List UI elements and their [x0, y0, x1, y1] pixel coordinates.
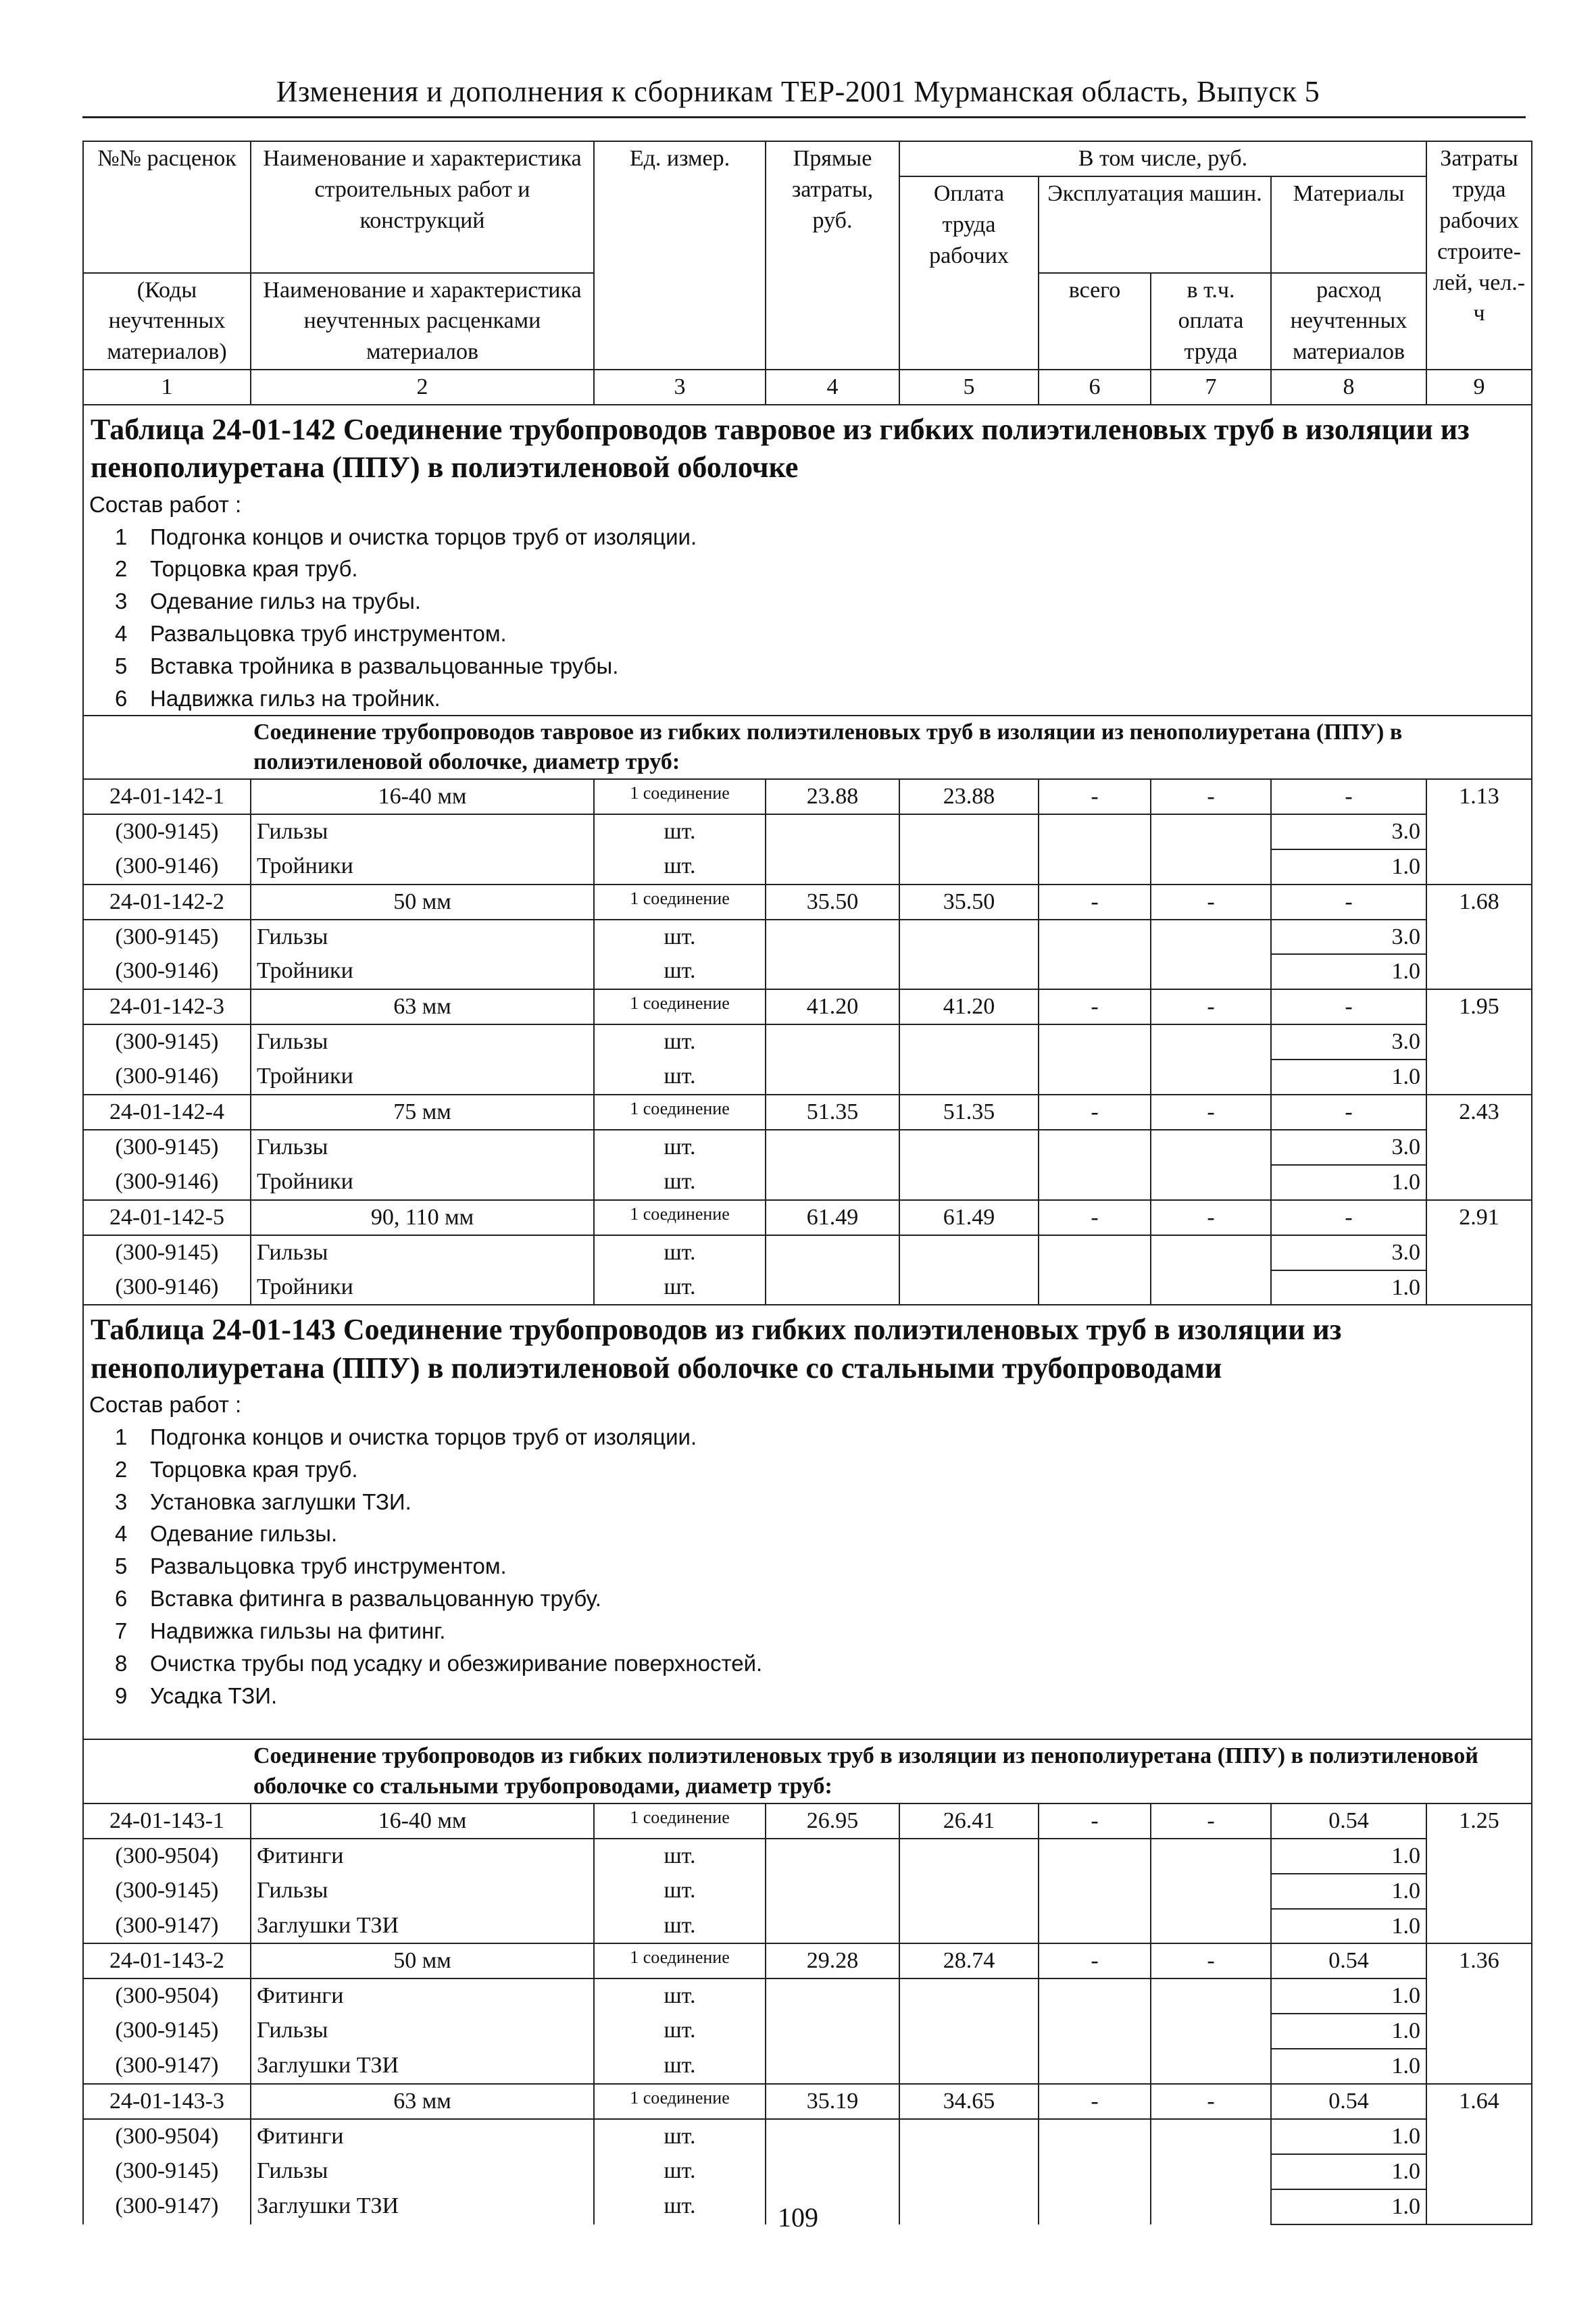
work-item: 6 Надвижка гильз на тройник.: [115, 685, 441, 711]
material-row: [83, 1909, 1532, 1944]
machine-cost: -: [1039, 1095, 1151, 1130]
material-name: Заглушки ТЗИ: [251, 1909, 594, 1944]
work-item: 8 Очистка трубы под усадку и обезжиривание поверхностей.: [115, 1650, 763, 1676]
rate-name: 50 мм: [251, 885, 594, 920]
col-header-mach: Эксплуатация машин.: [1039, 176, 1271, 273]
column-numbers-row: 1 2 3 4 5 6 7 8 9: [83, 370, 1532, 405]
material-code: (300-9145): [83, 1235, 251, 1270]
col-header-total: всего: [1039, 273, 1151, 370]
work-item: 1 Подгонка концов и очистка торцов труб от изоляции.: [115, 524, 697, 549]
machine-labor-pay: -: [1151, 1200, 1271, 1235]
material-unit: шт.: [594, 814, 766, 849]
table-142-subtitle: Соединение трубопроводов тавровое из гибких полиэтиленовых труб в изоляции из пенополиуретана (ППУ) в полиэтиленовой оболочке, диаметр труб:: [251, 716, 1532, 779]
material-row: [83, 1839, 1532, 1874]
material-name: Гильзы: [251, 2154, 594, 2189]
material-row: [83, 849, 1532, 885]
material-name: Тройники: [251, 849, 594, 885]
table-row: [83, 2084, 1532, 2119]
rate-code: 24-01-142-5: [83, 1200, 251, 1235]
material-code: (300-9145): [83, 1130, 251, 1165]
works-label: Состав работ :: [89, 491, 242, 517]
material-qty: 1.0: [1271, 2154, 1426, 2189]
table-142-body: [83, 779, 1532, 1305]
material-code: (300-9504): [83, 1978, 251, 2014]
material-name: Фитинги: [251, 1839, 594, 1874]
labor-hours: 1.95: [1426, 989, 1532, 1095]
table-row: [83, 1943, 1532, 1978]
rate-name: 63 мм: [251, 989, 594, 1024]
materials-cost: -: [1271, 885, 1426, 920]
table-row: [83, 1095, 1532, 1130]
machine-cost: -: [1039, 1943, 1151, 1978]
header-divider: [82, 116, 1526, 118]
material-row: [83, 2119, 1532, 2154]
machine-cost: -: [1039, 2084, 1151, 2119]
labor-hours: 1.36: [1426, 1943, 1532, 2084]
machine-cost: -: [1039, 1200, 1151, 1235]
col-header-consumption: расход неучтенных материалов: [1271, 273, 1426, 370]
work-item: 6 Вставка фитинга в развальцованную трубу.: [115, 1586, 601, 1612]
materials-cost: 0.54: [1271, 2084, 1426, 2119]
direct-cost: 35.19: [766, 2084, 899, 2119]
material-unit: шт.: [594, 1235, 766, 1270]
material-row: [83, 2014, 1532, 2049]
table-143-works: [83, 1389, 1532, 1739]
material-code: (300-9145): [83, 2154, 251, 2189]
labor-pay: 34.65: [899, 2084, 1039, 2119]
direct-cost: 26.95: [766, 1803, 899, 1839]
material-code: (300-9145): [83, 814, 251, 849]
material-name: Гильзы: [251, 920, 594, 955]
material-qty: 1.0: [1271, 2189, 1426, 2224]
header-row-1: [83, 141, 1532, 176]
material-qty: 1.0: [1271, 2049, 1426, 2084]
material-code: (300-9146): [83, 954, 251, 989]
material-name: Гильзы: [251, 1874, 594, 1909]
materials-cost: 0.54: [1271, 1943, 1426, 1978]
material-unit: шт.: [594, 1165, 766, 1200]
table-row: [83, 1200, 1532, 1235]
price-table: [82, 141, 1532, 2225]
materials-cost: -: [1271, 1200, 1426, 1235]
page-number: 109: [778, 2202, 818, 2233]
work-item: 3 Установка заглушки ТЗИ.: [115, 1489, 412, 1514]
rate-unit: 1 соединение: [594, 1803, 766, 1839]
material-row: [83, 1024, 1532, 1060]
material-unit: шт.: [594, 1024, 766, 1060]
material-code: (300-9146): [83, 1270, 251, 1305]
table-row: [83, 885, 1532, 920]
material-row: [83, 1978, 1532, 2014]
direct-cost: 23.88: [766, 779, 899, 814]
material-unit: шт.: [594, 1130, 766, 1165]
table-143-subtitle-row: [83, 1739, 1532, 1803]
works-label: Состав работ :: [89, 1392, 242, 1418]
table-143-title-row: [83, 1305, 1532, 1389]
work-item: 2 Торцовка края труб.: [115, 1456, 358, 1482]
materials-cost: -: [1271, 779, 1426, 814]
material-code: (300-9145): [83, 920, 251, 955]
material-code: (300-9147): [83, 2049, 251, 2084]
material-row: [83, 1060, 1532, 1095]
material-unit: шт.: [594, 2014, 766, 2049]
material-unit: шт.: [594, 954, 766, 989]
material-row: [83, 814, 1532, 849]
rate-code: 24-01-142-1: [83, 779, 251, 814]
material-code: (300-9146): [83, 1060, 251, 1095]
direct-cost: 29.28: [766, 1943, 899, 1978]
material-code: (300-9145): [83, 2014, 251, 2049]
page-header-title: Изменения и дополнения к сборникам ТЕР-2001 Мурманская область, Выпуск 5: [276, 75, 1320, 108]
materials-cost: -: [1271, 1095, 1426, 1130]
material-qty: 3.0: [1271, 1235, 1426, 1270]
table-142-subtitle-row: [83, 716, 1532, 779]
material-code: (300-9146): [83, 849, 251, 885]
machine-labor-pay: -: [1151, 885, 1271, 920]
direct-cost: 35.50: [766, 885, 899, 920]
material-unit: шт.: [594, 2189, 766, 2224]
material-qty: 1.0: [1271, 1165, 1426, 1200]
material-qty: 1.0: [1271, 1874, 1426, 1909]
rate-name: 63 мм: [251, 2084, 594, 2119]
col-header-incl: В том числе, руб.: [899, 141, 1426, 176]
material-name: Гильзы: [251, 1130, 594, 1165]
col-header-direct: Прямые затраты, руб.: [766, 141, 899, 273]
rate-unit: 1 соединение: [594, 2084, 766, 2119]
col-header-labor: Затраты труда рабочих строите-лей, чел.-ч: [1426, 141, 1532, 370]
col-header-unit: Ед. измер.: [594, 141, 766, 273]
labor-pay: 41.20: [899, 989, 1039, 1024]
rate-unit: 1 соединение: [594, 885, 766, 920]
table-143-body: [83, 1803, 1532, 2224]
table-142-works: [83, 489, 1532, 716]
material-code: (300-9145): [83, 1024, 251, 1060]
table-143-title: Таблица 24-01-143 Соединение трубопроводов из гибких полиэтиленовых труб в изоляции из пенополиуретана (ППУ) в полиэтиленовой оболочке со стальными трубопроводами: [83, 1305, 1532, 1389]
rate-code: 24-01-143-2: [83, 1943, 251, 1978]
material-row: [83, 920, 1532, 955]
material-code: (300-9147): [83, 1909, 251, 1944]
machine-labor-pay: -: [1151, 1803, 1271, 1839]
table-142-title: Таблица 24-01-142 Соединение трубопроводов тавровое из гибких полиэтиленовых труб в изоляции из пенополиуретана (ППУ) в полиэтиленовой оболочке: [83, 405, 1532, 489]
material-name: Тройники: [251, 1270, 594, 1305]
material-qty: 1.0: [1271, 2119, 1426, 2154]
work-item: 2 Торцовка края труб.: [115, 556, 358, 582]
material-unit: шт.: [594, 920, 766, 955]
rate-name: 50 мм: [251, 1943, 594, 1978]
labor-pay: 51.35: [899, 1095, 1039, 1130]
table-143-subtitle: Соединение трубопроводов из гибких полиэтиленовых труб в изоляции из пенополиуретана (ППУ) в полиэтиленовой оболочке со стальными трубопроводами, диаметр труб:: [251, 1739, 1532, 1803]
materials-cost: -: [1271, 989, 1426, 1024]
table-142-title-row: [83, 405, 1532, 489]
labor-pay: 61.49: [899, 1200, 1039, 1235]
col-header-name: Наименование и характеристика строительных работ и конструкций: [251, 141, 594, 273]
labor-hours: 1.64: [1426, 2084, 1532, 2224]
machine-cost: -: [1039, 989, 1151, 1024]
material-row: [83, 1235, 1532, 1270]
material-row: [83, 1165, 1532, 1200]
work-item: 5 Развальцовка труб инструментом.: [115, 1553, 507, 1579]
material-name: Гильзы: [251, 1235, 594, 1270]
rate-unit: 1 соединение: [594, 989, 766, 1024]
material-qty: 3.0: [1271, 1130, 1426, 1165]
material-qty: 1.0: [1271, 849, 1426, 885]
material-qty: 1.0: [1271, 1839, 1426, 1874]
labor-hours: 2.91: [1426, 1200, 1532, 1305]
work-item: 9 Усадка ТЗИ.: [115, 1683, 278, 1708]
materials-cost: 0.54: [1271, 1803, 1426, 1839]
rate-code: 24-01-143-1: [83, 1803, 251, 1839]
material-unit: шт.: [594, 2154, 766, 2189]
col-header-pay: Оплата труда рабочих: [899, 176, 1039, 273]
direct-cost: 41.20: [766, 989, 899, 1024]
labor-pay: 26.41: [899, 1803, 1039, 1839]
col-header-codes: (Коды неучтенных материалов): [83, 273, 251, 370]
machine-labor-pay: -: [1151, 989, 1271, 1024]
machine-labor-pay: -: [1151, 779, 1271, 814]
material-code: (300-9504): [83, 1839, 251, 1874]
work-item: 7 Надвижка гильзы на фитинг.: [115, 1618, 446, 1643]
material-name: Гильзы: [251, 814, 594, 849]
machine-labor-pay: -: [1151, 1943, 1271, 1978]
material-qty: 1.0: [1271, 1978, 1426, 2014]
rate-code: 24-01-142-3: [83, 989, 251, 1024]
rate-unit: 1 соединение: [594, 1095, 766, 1130]
material-unit: шт.: [594, 1978, 766, 2014]
labor-hours: 1.25: [1426, 1803, 1532, 1944]
col-header-incl-pay: в т.ч. оплата труда: [1151, 273, 1271, 370]
material-unit: шт.: [594, 2119, 766, 2154]
labor-pay: 35.50: [899, 885, 1039, 920]
material-qty: 1.0: [1271, 2014, 1426, 2049]
material-qty: 1.0: [1271, 954, 1426, 989]
work-item: 4 Одевание гильзы.: [115, 1521, 338, 1547]
col-header-name2: Наименование и характеристика неучтенных расценками материалов: [251, 273, 594, 370]
material-name: Фитинги: [251, 1978, 594, 2014]
rate-name: 75 мм: [251, 1095, 594, 1130]
material-row: [83, 1874, 1532, 1909]
material-code: (300-9145): [83, 1874, 251, 1909]
direct-cost: 61.49: [766, 1200, 899, 1235]
material-qty: 1.0: [1271, 1909, 1426, 1944]
material-name: Тройники: [251, 954, 594, 989]
machine-labor-pay: -: [1151, 2084, 1271, 2119]
rate-name: 90, 110 мм: [251, 1200, 594, 1235]
machine-labor-pay: -: [1151, 1095, 1271, 1130]
rate-code: 24-01-142-4: [83, 1095, 251, 1130]
material-qty: 3.0: [1271, 1024, 1426, 1060]
rate-name: 16-40 мм: [251, 779, 594, 814]
rate-code: 24-01-142-2: [83, 885, 251, 920]
material-name: Заглушки ТЗИ: [251, 2189, 594, 2224]
material-unit: шт.: [594, 1839, 766, 1874]
material-unit: шт.: [594, 1270, 766, 1305]
material-row: [83, 1130, 1532, 1165]
machine-cost: -: [1039, 885, 1151, 920]
labor-pay: 23.88: [899, 779, 1039, 814]
col-header-num: №№ расценок: [83, 141, 251, 273]
labor-hours: 1.13: [1426, 779, 1532, 885]
material-unit: шт.: [594, 1874, 766, 1909]
labor-hours: 1.68: [1426, 885, 1532, 990]
material-name: Гильзы: [251, 1024, 594, 1060]
material-unit: шт.: [594, 1909, 766, 1944]
material-name: Тройники: [251, 1165, 594, 1200]
material-code: (300-9504): [83, 2119, 251, 2154]
rate-unit: 1 соединение: [594, 779, 766, 814]
material-name: Фитинги: [251, 2119, 594, 2154]
material-code: (300-9146): [83, 1165, 251, 1200]
material-name: Тройники: [251, 1060, 594, 1095]
material-code: (300-9147): [83, 2189, 251, 2224]
material-row: [83, 2049, 1532, 2084]
work-item: 1 Подгонка концов и очистка торцов труб от изоляции.: [115, 1424, 697, 1449]
rate-name: 16-40 мм: [251, 1803, 594, 1839]
machine-cost: -: [1039, 779, 1151, 814]
material-unit: шт.: [594, 849, 766, 885]
direct-cost: 51.35: [766, 1095, 899, 1130]
material-unit: шт.: [594, 2049, 766, 2084]
col-header-mat: Материалы: [1271, 176, 1426, 273]
rate-code: 24-01-143-3: [83, 2084, 251, 2119]
work-item: 5 Вставка тройника в развальцованные трубы.: [115, 653, 619, 678]
work-item: 3 Одевание гильз на трубы.: [115, 589, 421, 614]
material-name: Гильзы: [251, 2014, 594, 2049]
material-qty: 1.0: [1271, 1270, 1426, 1305]
machine-cost: -: [1039, 1803, 1151, 1839]
labor-pay: 28.74: [899, 1943, 1039, 1978]
material-row: [83, 1270, 1532, 1305]
table-row: [83, 989, 1532, 1024]
labor-hours: 2.43: [1426, 1095, 1532, 1200]
table-row: [83, 779, 1532, 814]
work-item: 4 Развальцовка труб инструментом.: [115, 621, 507, 647]
material-qty: 1.0: [1271, 1060, 1426, 1095]
material-row: [83, 2154, 1532, 2189]
material-row: [83, 954, 1532, 989]
rate-unit: 1 соединение: [594, 1200, 766, 1235]
material-unit: шт.: [594, 1060, 766, 1095]
table-row: [83, 1803, 1532, 1839]
material-name: Заглушки ТЗИ: [251, 2049, 594, 2084]
rate-unit: 1 соединение: [594, 1943, 766, 1978]
material-qty: 3.0: [1271, 814, 1426, 849]
material-qty: 3.0: [1271, 920, 1426, 955]
